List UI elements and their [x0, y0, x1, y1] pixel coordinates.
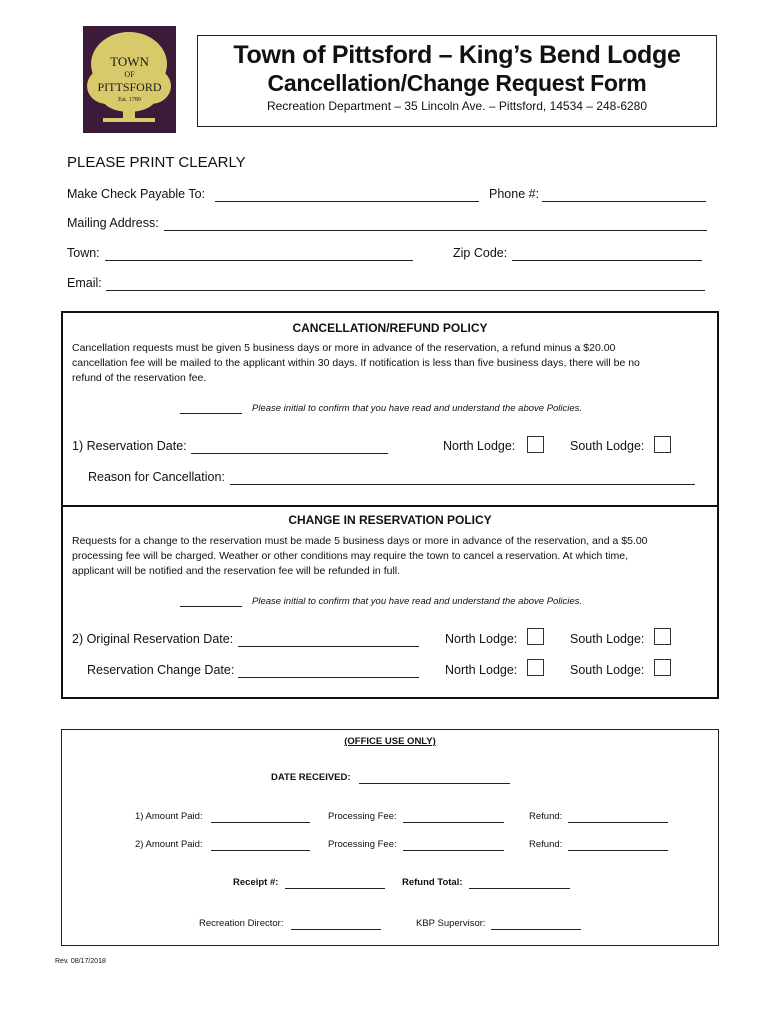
department-line: Recreation Department – 35 Lincoln Ave. – Pittsford, 14534 – 248-6280 — [266, 99, 648, 113]
print-clearly-heading: PLEASE PRINT CLEARLY — [67, 154, 246, 171]
zip-code-field[interactable] — [512, 248, 702, 261]
cancellation-policy-line3: refund of the reservation fee. — [72, 372, 207, 384]
change-policy-line1: Requests for a change to the reservation must be made 5 business days or more in advance of the reservation, and a $5.00 — [72, 535, 648, 547]
form-subtitle: Cancellation/Change Request Form — [267, 70, 647, 96]
refund-1-field[interactable] — [568, 811, 668, 823]
north-lodge-checkbox[interactable] — [527, 436, 544, 453]
change-north-lodge-label: North Lodge: — [445, 663, 518, 677]
refund-2-label: Refund: — [529, 839, 563, 850]
cancellation-initial-text: Please initial to confirm that you have read and understand the above Policies. — [252, 403, 583, 414]
reservation-change-date-label: Reservation Change Date: — [87, 663, 235, 677]
change-policy-line2: processing fee will be charged. Weather or other conditions may require the town to cancel a reservation. At which time, — [72, 550, 629, 562]
cancellation-section — [61, 311, 719, 507]
change-initial-field[interactable] — [180, 596, 242, 607]
email-field[interactable] — [106, 278, 705, 291]
kbp-supervisor-field[interactable] — [491, 918, 581, 930]
original-south-lodge-label: South Lodge: — [570, 632, 645, 646]
refund-total-label: Refund Total: — [402, 877, 463, 888]
north-lodge-label: North Lodge: — [443, 439, 516, 453]
recreation-director-field[interactable] — [291, 918, 381, 930]
logo-text-of: OF — [124, 70, 135, 79]
town-field[interactable] — [105, 248, 413, 261]
email-label: Email: — [67, 276, 102, 290]
original-north-lodge-label: North Lodge: — [445, 632, 518, 646]
original-north-lodge-checkbox[interactable] — [527, 628, 544, 645]
town-logo — [83, 26, 176, 133]
original-reservation-date-field[interactable] — [238, 634, 419, 647]
revision-date: Rev. 08/17/2018 — [55, 958, 106, 965]
change-north-lodge-checkbox[interactable] — [527, 659, 544, 676]
receipt-label: Receipt #: — [233, 877, 279, 888]
form-title: Town of Pittsford – King’s Bend Lodge — [233, 41, 681, 69]
reason-cancellation-field[interactable] — [230, 472, 695, 485]
receipt-field[interactable] — [285, 877, 385, 889]
processing-fee-1-field[interactable] — [403, 811, 504, 823]
original-south-lodge-checkbox[interactable] — [654, 628, 671, 645]
change-policy-line3: applicant will be notified and the reservation fee will be refunded in full. — [72, 565, 401, 577]
mailing-address-label: Mailing Address: — [67, 216, 159, 230]
amount-paid-1-label: 1) Amount Paid: — [135, 811, 203, 822]
south-lodge-checkbox[interactable] — [654, 436, 671, 453]
processing-fee-1-label: Processing Fee: — [328, 811, 397, 822]
zip-code-label: Zip Code: — [453, 246, 508, 260]
phone-label: Phone #: — [489, 187, 540, 201]
kbp-supervisor-label: KBP Supervisor: — [416, 918, 486, 929]
refund-total-field[interactable] — [469, 877, 570, 889]
check-payable-field[interactable] — [215, 189, 479, 202]
processing-fee-2-field[interactable] — [403, 839, 504, 851]
reservation-date-label: 1) Reservation Date: — [72, 439, 187, 453]
check-payable-label: Make Check Payable To: — [67, 187, 206, 201]
south-lodge-label: South Lodge: — [570, 439, 645, 453]
refund-1-label: Refund: — [529, 811, 563, 822]
cancellation-policy-line1: Cancellation requests must be given 5 business days or more in advance of the reservation, a refund minus a $20.00 — [72, 342, 616, 354]
amount-paid-2-field[interactable] — [211, 839, 310, 851]
header-box — [197, 35, 717, 127]
logo-text-pittsford: PITTSFORD — [97, 80, 162, 94]
town-label: Town: — [67, 246, 100, 260]
office-use-title: (OFFICE USE ONLY) — [344, 736, 436, 747]
change-south-lodge-checkbox[interactable] — [654, 659, 671, 676]
recreation-director-label: Recreation Director: — [199, 918, 284, 929]
logo-text-town: TOWN — [110, 54, 149, 69]
reservation-date-field[interactable] — [191, 441, 388, 454]
mailing-address-field[interactable] — [164, 218, 707, 231]
cancellation-policy-title: CANCELLATION/REFUND POLICY — [292, 321, 488, 335]
office-use-section — [61, 729, 719, 946]
cancellation-initial-field[interactable] — [180, 403, 242, 414]
reservation-change-date-field[interactable] — [238, 665, 419, 678]
original-reservation-date-label: 2) Original Reservation Date: — [72, 632, 234, 646]
date-received-field[interactable] — [359, 772, 510, 784]
change-section — [61, 505, 719, 699]
amount-paid-1-field[interactable] — [211, 811, 310, 823]
logo-text-est: Est. 1789 — [118, 97, 141, 103]
cancellation-policy-line2: cancellation fee will be mailed to the applicant within 30 days. If notification is less than five business days, there will be no — [72, 357, 640, 369]
change-policy-title: CHANGE IN RESERVATION POLICY — [288, 513, 492, 527]
phone-field[interactable] — [542, 189, 706, 202]
processing-fee-2-label: Processing Fee: — [328, 839, 397, 850]
amount-paid-2-label: 2) Amount Paid: — [135, 839, 203, 850]
reason-cancellation-label: Reason for Cancellation: — [88, 470, 225, 484]
change-south-lodge-label: South Lodge: — [570, 663, 645, 677]
change-initial-text: Please initial to confirm that you have read and understand the above Policies. — [252, 596, 583, 607]
refund-2-field[interactable] — [568, 839, 668, 851]
date-received-label: DATE RECEIVED: — [271, 772, 351, 783]
